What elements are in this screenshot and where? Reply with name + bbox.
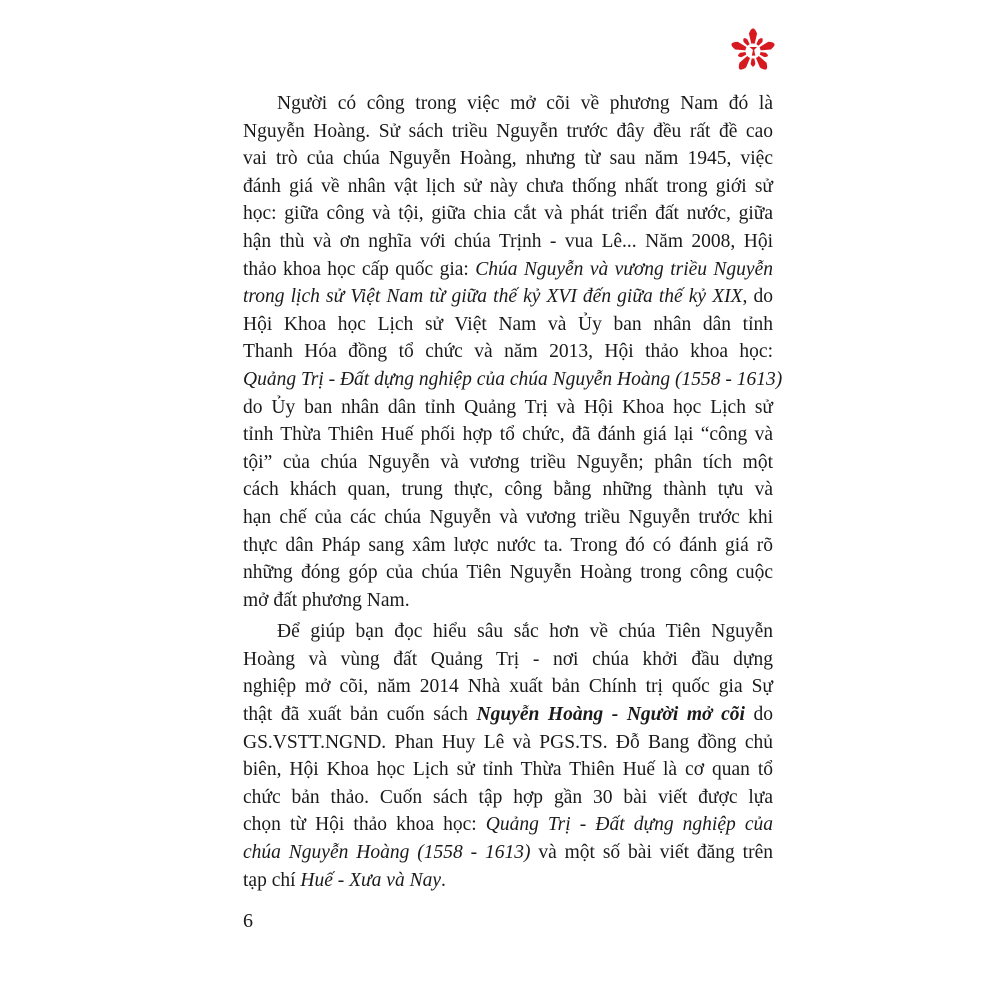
text-line [243, 90, 773, 118]
text-segment: chức bản thảo. Cuốn sách tập hợp gần 30 bài viết được lựa [243, 786, 773, 808]
text-segment: Hội Khoa học Lịch sử Việt Nam và Ủy ban nhân dân tỉnh [243, 313, 773, 335]
text-segment: những đóng góp của chúa Tiên Nguyễn Hoàng trong công cuộc [243, 562, 773, 584]
text-segment: , do [742, 286, 773, 308]
text-segment: tỉnh Thừa Thiên Huế phối hợp tổ chức, đã đánh giá lại “công và [243, 424, 773, 446]
text-segment: Thanh Hóa đồng tổ chức và năm 2013, Hội thảo khoa học: [243, 341, 773, 363]
text-line [243, 394, 773, 422]
text-line [243, 673, 773, 701]
text-segment: chọn từ Hội thảo khoa học: [243, 814, 486, 836]
text-line [243, 145, 773, 173]
text-line [243, 811, 773, 839]
text-line [243, 701, 773, 729]
text-segment: chúa Nguyễn Hoàng (1558 - 1613) [243, 842, 531, 864]
text-line [243, 784, 773, 812]
text-segment: trong lịch sử Việt Nam từ giữa thế kỷ XVI đến giữa thế kỷ XIX [243, 286, 743, 308]
text-segment: và một số bài viết đăng trên [530, 842, 773, 864]
text-segment: do [744, 704, 773, 726]
paragraph [243, 90, 783, 614]
text-line [243, 283, 773, 311]
text-segment: GS.VSTT.NGND. Phan Huy Lê và PGS.TS. Đỗ Bang đồng chủ [243, 731, 773, 753]
paragraph [243, 618, 773, 894]
text-segment: hạn chế của các chúa Nguyễn và vương triều Nguyễn trước khi [243, 506, 773, 528]
text-segment: thảo khoa học cấp quốc gia: [243, 258, 476, 280]
text-segment: do Ủy ban nhân dân tỉnh Quảng Trị và Hội Khoa học Lịch sử [243, 396, 773, 418]
text-line [243, 532, 773, 560]
text-segment: cách khách quan, trung thực, công bằng những thành tựu và [243, 479, 773, 501]
text-segment: Quảng Trị - Đất dựng nghiệp của [485, 814, 773, 836]
text-line [243, 646, 773, 674]
text-segment: Nguyễn Hoàng. Sử sách triều Nguyễn trước đây đều rất đề cao [243, 120, 773, 142]
text-segment: đánh giá về nhân vật lịch sử này chưa thống nhất trong giới sử [243, 175, 773, 197]
text-line [243, 200, 773, 228]
text-line [243, 256, 773, 284]
text-line [243, 173, 773, 201]
text-segment: tạp chí [243, 869, 301, 891]
text-line [243, 504, 773, 532]
text-segment: Để giúp bạn đọc hiểu sâu sắc hơn về chúa Tiên Nguyễn [277, 621, 773, 643]
text-segment: hận thù và ơn nghĩa với chúa Trịnh - vua Lê... Năm 2008, Hội [243, 230, 773, 252]
text-line [243, 476, 773, 504]
text-segment: Chúa Nguyễn và vương triều Nguyễn [475, 258, 773, 280]
text-segment: Huế - Xưa và Nay [300, 869, 442, 891]
text-segment: thực dân Pháp sang xâm lược nước ta. Trong đó có đánh giá rõ [243, 534, 773, 556]
text-segment: mở đất phương Nam. [243, 589, 410, 611]
page-number: 6 [243, 910, 253, 932]
text-line [243, 729, 773, 757]
text-segment: Quảng Trị - Đất dựng nghiệp của chúa Nguyễn Hoàng (1558 - 1613) [243, 368, 783, 390]
text-line [243, 421, 773, 449]
text-line [243, 618, 773, 646]
text-line [243, 311, 773, 339]
text-line [243, 587, 773, 615]
text-segment: học: giữa công và tội, giữa chia cắt và phát triển đất nước, giữa [243, 203, 773, 225]
text-line [243, 338, 773, 366]
body-text [243, 90, 783, 894]
text-line [243, 559, 773, 587]
text-segment: . [441, 869, 446, 891]
publisher-star-logo-icon [724, 22, 782, 80]
text-line [243, 366, 783, 394]
text-line [243, 867, 773, 895]
text-line [243, 756, 773, 784]
text-segment: vai trò của chúa Nguyễn Hoàng, nhưng từ sau năm 1945, việc [243, 148, 773, 170]
text-line [243, 228, 773, 256]
text-segment: thật đã xuất bản cuốn sách [243, 704, 477, 726]
text-segment: Nguyễn Hoàng - Người mở cõi [476, 704, 745, 726]
text-segment: biên, Hội Khoa học Lịch sử tỉnh Thừa Thiên Huế là cơ quan tổ [243, 759, 773, 781]
text-line [243, 118, 773, 146]
text-line [243, 449, 773, 477]
text-line [243, 839, 773, 867]
text-segment: Người có công trong việc mở cõi về phương Nam đó là [277, 93, 773, 114]
text-segment: Hoàng và vùng đất Quảng Trị - nơi chúa khởi đầu dựng [243, 648, 773, 670]
text-segment: tội” của chúa Nguyễn và vương triều Nguyễn; phân tích một [243, 451, 773, 473]
text-segment: nghiệp mở cõi, năm 2014 Nhà xuất bản Chính trị quốc gia Sự [243, 676, 773, 698]
